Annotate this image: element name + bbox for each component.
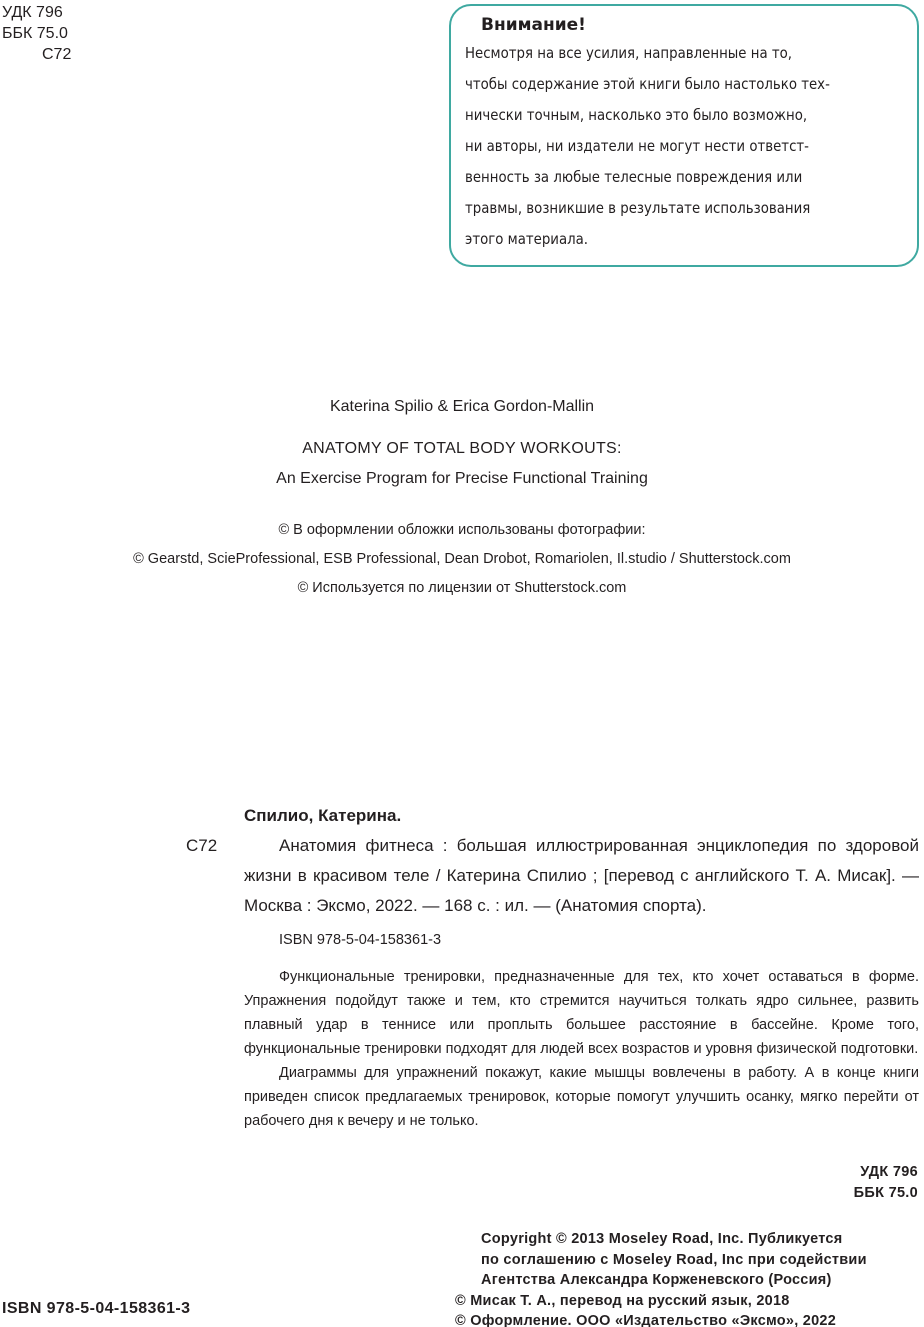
- notice-line: этого материала.: [465, 230, 589, 248]
- bibliographic-record: [186, 801, 919, 1133]
- copyright-block: [455, 1229, 867, 1327]
- copyright-line: © Мисак Т. А., перевод на русский язык, 2018: [455, 1292, 790, 1309]
- annotation-paragraph: Диаграммы для упражнений покажут, какие мышцы вовлечены в работу. А в конце книги приведен список предлагаемых тренировок, которые помогут улучшить осанку, мягко перейти от рабочего дня к вечеру и не только.: [244, 1065, 919, 1129]
- copyright-line: по соглашению с Moseley Road, Inc при содействии: [481, 1251, 867, 1268]
- notice-line: ни авторы, ни издатели не могут нести ответст-: [465, 137, 809, 155]
- annotation: [244, 965, 919, 1133]
- bibliographic-code: С72: [186, 836, 218, 855]
- copyright-line: © Оформление. ООО «Издательство «Эксмо», 2022: [455, 1313, 837, 1327]
- bibliographic-isbn: ISBN 978-5-04-158361-3: [279, 932, 442, 948]
- notice-line: нически точным, насколько это было возможно,: [465, 106, 808, 124]
- copyright-line: Агентства Александра Корженевского (Россия): [481, 1272, 832, 1288]
- original-subtitle: An Exercise Program for Precise Functional Training: [276, 470, 648, 487]
- notice-body: [465, 38, 895, 255]
- original-title: ANATOMY OF TOTAL BODY WORKOUTS:: [302, 440, 622, 457]
- original-title-block: [0, 434, 924, 494]
- bbk-code: ББК 75.0: [2, 25, 68, 42]
- notice-line: Несмотря на все усилия, направленные на то,: [465, 44, 793, 62]
- classification-codes: [2, 2, 71, 65]
- udk-code-bold: УДК 796: [860, 1164, 918, 1180]
- udk-code: УДК 796: [2, 4, 63, 21]
- photo-credit-line: © Используется по лицензии от Shutterstock.com: [297, 580, 627, 596]
- photo-credit-line: © Gearstd, ScieProfessional, ESB Professional, Dean Drobot, Romariolen, Il.studio / Shutterstock.com: [133, 551, 791, 567]
- notice-line: травмы, возникшие в результате использования: [465, 199, 811, 217]
- copyright-line: Copyright © 2013 Moseley Road, Inc. Публикуется: [481, 1231, 843, 1247]
- isbn-main: ISBN 978-5-04-158361-3: [2, 1300, 191, 1317]
- original-authors: Katerina Spilio & Erica Gordon-Mallin: [329, 398, 595, 415]
- photo-credits: [0, 516, 924, 603]
- annotation-paragraph: Функциональные тренировки, предназначенные для тех, кто хочет оставаться в форме. Упражнения подойдут также и тем, кто стремится научиться толкать ядро сильнее, развить плавный удар в теннисе или проплыть большее расстояние в бассейне. Кроме того, функциональные тренировки подходят для людей всех возрастов и уровня физической подготовки.: [244, 969, 919, 1057]
- photo-credit-line: © В оформлении обложки использованы фотографии:: [278, 522, 646, 538]
- author-sign: С72: [42, 46, 72, 63]
- warning-notice: [449, 4, 919, 267]
- bibliographic-author: Спилио, Катерина.: [244, 806, 402, 825]
- udk-bbk-codes: [854, 1162, 918, 1204]
- notice-line: венность за любые телесные повреждения или: [465, 168, 803, 186]
- notice-title: Внимание!: [481, 15, 586, 35]
- bibliographic-description: Анатомия фитнеса : большая иллюстрированная энциклопедия по здоровой жизни в красивом теле / Катерина Спилио ; [перевод с английского Т. А. Мисак]. — Москва : Эксмо, 2022. — 168 с. : ил. — (Анатомия спорта).: [244, 836, 919, 915]
- notice-line: чтобы содержание этой книги было настолько тех-: [465, 75, 830, 93]
- bbk-code-bold: ББК 75.0: [853, 1185, 918, 1201]
